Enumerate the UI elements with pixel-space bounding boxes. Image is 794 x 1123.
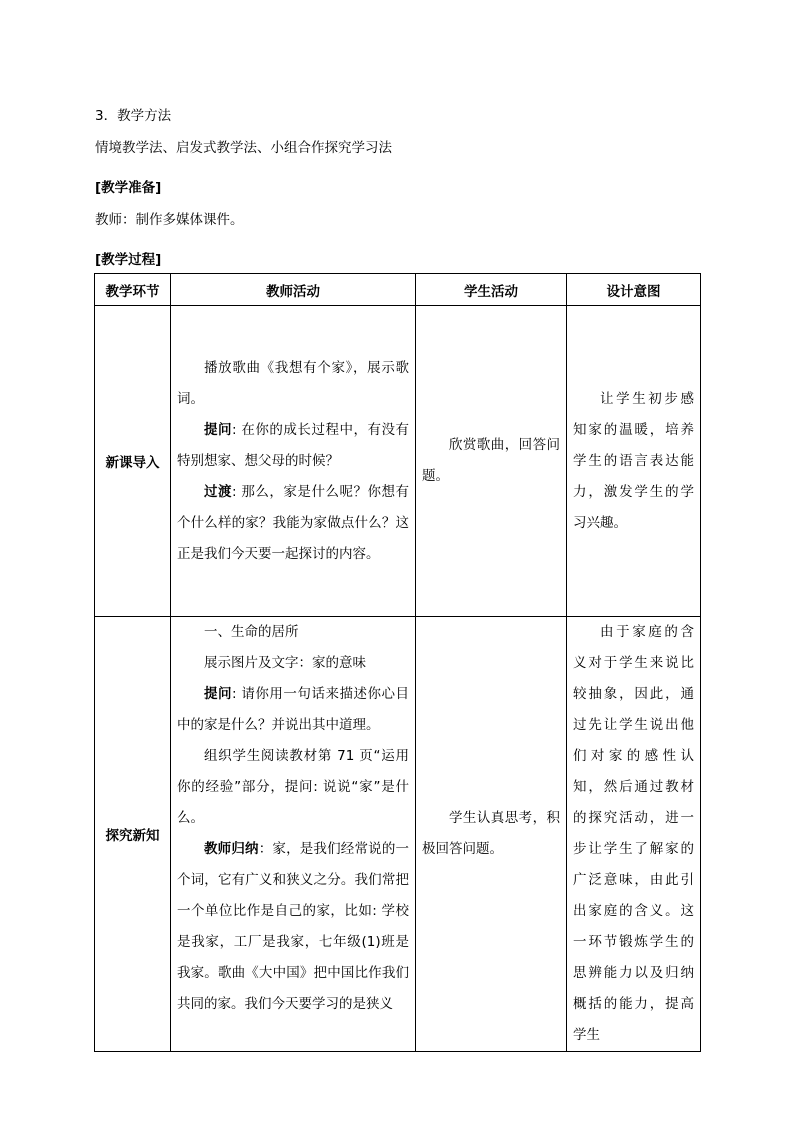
header-student-activity: 学生活动	[416, 274, 567, 306]
methods-text: 情境教学法、启发式教学法、小组合作探究学习法	[95, 140, 392, 156]
teacher-paragraph: 教师归纳：家，是我们经常说的一个词，它有广义和狭义之分。我们常把一个单位比作是自己的家，比如: 学校是我家，工厂是我家，七年级(1)班是我家。歌曲《大中国》把中国比作我们共同的家。我们今天要学习的是狭义	[177, 841, 410, 1012]
table-header-row	[95, 274, 701, 306]
teacher-activity-cell	[171, 617, 416, 1052]
teacher-paragraph: 过渡: 那么，家是什么呢？你想有个什么样的家？我能为家做点什么？这正是我们今天要一起探讨的内容。	[177, 483, 410, 562]
header-design-intent: 设计意图	[567, 274, 701, 306]
teacher-paragraph: 组织学生阅读教材第 71 页“运用你的经验”部分，提问: 说说“家”是什么。	[177, 748, 409, 826]
teacher-paragraph: 播放歌曲《我想有个家》，展示歌词。	[177, 359, 409, 407]
design-intent-cell: 让学生初步感知家的温暖，培养学生的语言表达能力，激发学生的学习兴趣。	[567, 306, 701, 617]
table-row	[95, 617, 701, 1052]
lesson-process-table	[94, 273, 701, 1052]
process-heading: [教学过程]	[95, 252, 162, 268]
header-teacher-activity: 教师活动	[171, 274, 416, 306]
teacher-paragraph: 展示图片及文字：家的意味	[204, 655, 366, 671]
header-stage: 教学环节	[95, 274, 171, 306]
stage-cell: 新课导入	[95, 306, 171, 617]
prep-teacher-text: 教师：制作多媒体课件。	[95, 212, 244, 228]
teacher-activity-cell	[171, 306, 416, 617]
prep-heading: [教学准备]	[95, 180, 162, 196]
design-intent-cell: 由于家庭的含义对于学生来说比较抽象，因此，通过先让学生说出他们对家的感性认知，然后通过教材的探究活动，进一步让学生了解家的广泛意味，由此引出家庭的含义。这一环节锻炼学生的思辨能力以及归纳概括的能力，提高学生	[567, 617, 701, 1052]
teacher-paragraph: 提问: 在你的成长过程中，有没有特别想家、想父母的时候？	[177, 421, 410, 469]
stage-cell: 探究新知	[95, 617, 171, 1052]
table-row	[95, 306, 701, 617]
teacher-paragraph: 提问: 请你用一句话来描述你心目中的家是什么？并说出其中道理。	[177, 686, 410, 733]
student-activity-cell: 欣赏歌曲，回答问题。	[416, 306, 567, 617]
section-heading-methods: 3．教学方法	[95, 108, 172, 124]
teacher-paragraph: 一、生命的居所	[204, 624, 299, 640]
student-activity-cell: 学生认真思考，积极回答问题。	[416, 617, 567, 1052]
